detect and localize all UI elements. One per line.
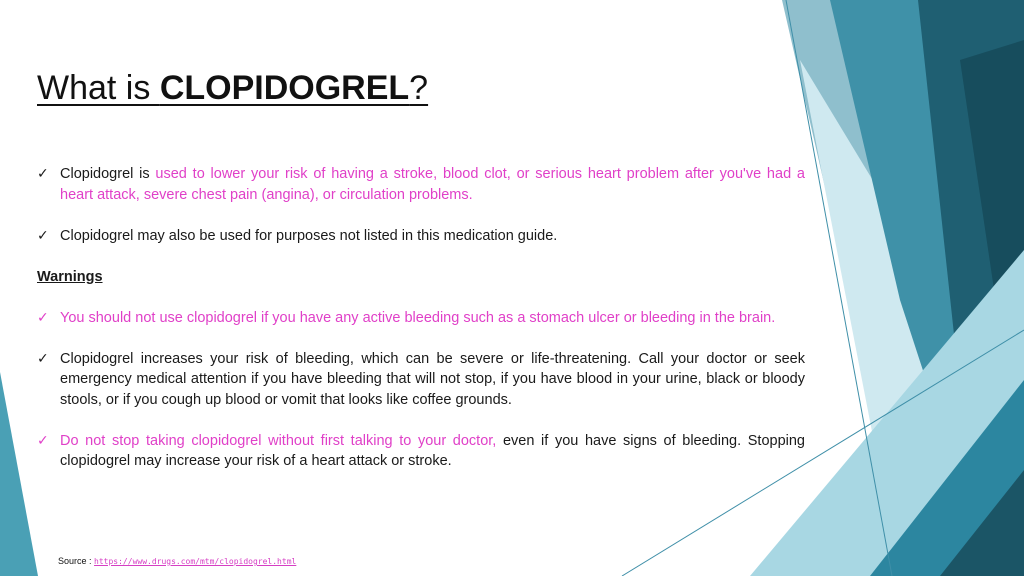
list-item-other-uses (37, 226, 805, 247)
source-label: Source : (58, 556, 95, 566)
item-text: even if you have signs of bleeding. Stopping clopidogrel may increase your risk of a heart attack or stroke. (60, 432, 805, 469)
item-highlight-text: used to lower your risk of having a stroke, blood clot, or serious heart problem after you've had a heart attack, severe chest pain (angina), or circulation problems. (60, 166, 805, 203)
item-text: Clopidogrel increases your risk of bleeding, which can be severe or life-threatening. Call your doctor or seek emergency medical attention if you have bleeding that will not stop, if you have blood in your urine, black or bloody stools, or if you cough up blood or vomit that looks like coffee grounds. (60, 350, 805, 408)
check-icon: ✓ (37, 309, 49, 326)
list-item-warning-bleeding-risk (37, 349, 805, 411)
slide-body (37, 164, 805, 492)
title-suffix: ? (409, 69, 429, 107)
item-highlight-text: You should not use clopidogrel if you have any active bleeding such as a stomach ulcer or bleeding in the brain. (60, 309, 776, 326)
item-highlight-text: Do not stop taking clopidogrel without first talking to your doctor, (60, 432, 497, 449)
item-text: Clopidogrel is (60, 166, 156, 182)
check-icon: ✓ (37, 227, 49, 244)
check-icon: ✓ (37, 166, 49, 182)
page-title (37, 64, 428, 112)
check-icon: ✓ (37, 432, 49, 449)
title-drug-name: CLOPIDOGREL (159, 69, 410, 107)
source-link[interactable]: https://www.drugs.com/mtm/clopidogrel.html (94, 557, 297, 566)
item-text: Clopidogrel may also be used for purposes not listed in this medication guide. (60, 227, 558, 244)
list-item-usage (37, 164, 805, 205)
left-edge-shape (0, 372, 38, 576)
source-citation (58, 556, 296, 566)
list-item-warning-do-not-stop (37, 431, 805, 472)
warnings-heading: Warnings (37, 268, 103, 285)
check-icon: ✓ (37, 350, 49, 367)
list-item-warning-active-bleeding (37, 308, 805, 329)
title-prefix: What is (37, 69, 160, 107)
